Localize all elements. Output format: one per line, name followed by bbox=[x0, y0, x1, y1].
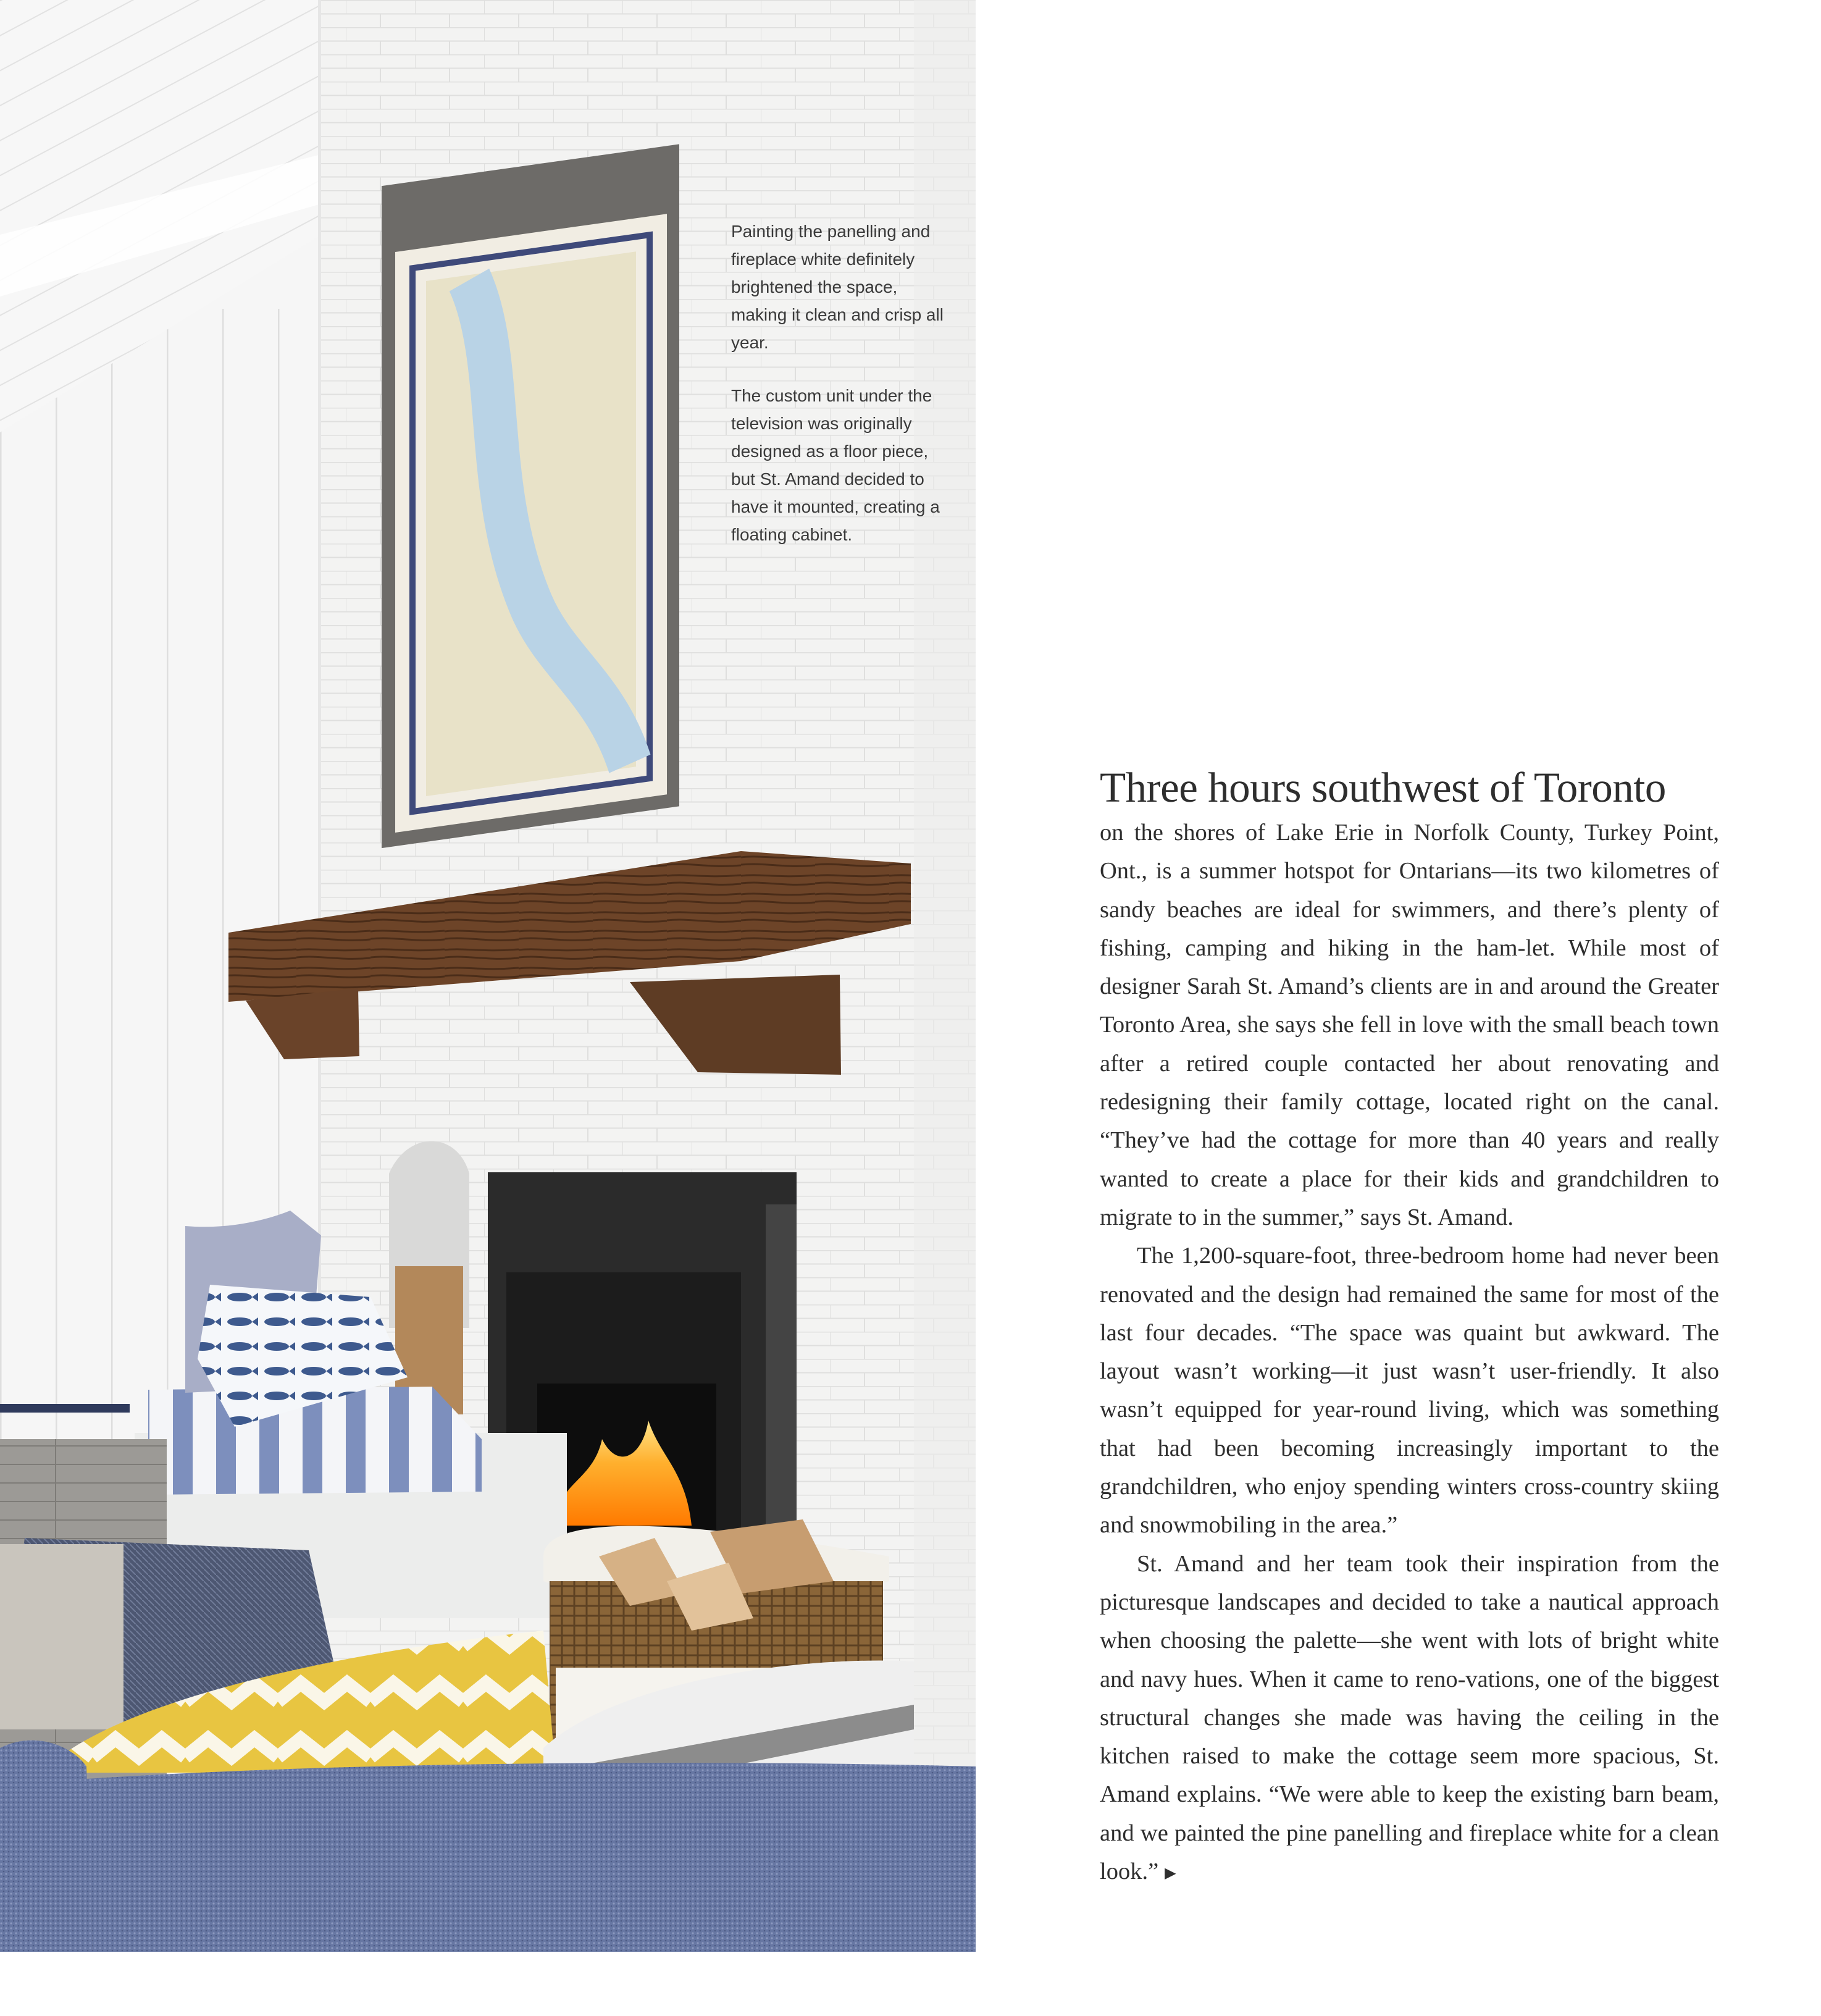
article-paragraph-3-text: St. Amand and her team took their inspiration from the picturesque landscapes and decided to take a nautical approach when choosing the palette—she went with lots of bright white and navy hues. When it came to reno-vations, one of the biggest structural changes she made was having the ceiling in the kitchen raised to make the cottage seem more spacious, St. Amand explains. “We were able to keep the existing barn beam, and we painted the pine panelling and fireplace white for a clean look.” bbox=[1100, 1550, 1719, 1885]
end-of-story-triangle-icon: ▶ bbox=[1165, 1865, 1176, 1882]
article-paragraph-3 bbox=[1100, 1545, 1719, 1893]
article-headline: Three hours southwest of Toronto bbox=[1100, 764, 1666, 811]
photo-caption-paint: Painting the panelling and fireplace white definitely brightened the space, making it clean and crisp all year. bbox=[731, 222, 944, 352]
article bbox=[1100, 762, 1719, 1892]
article-paragraph-1: on the shores of Lake Erie in Norfolk County, Turkey Point, Ont., is a summer hotspot for Ontarians—its two kilometres of sandy beaches are ideal for swimmers, and there’s plenty of fishing, camping and hiking in the ham-let. While most of designer Sarah St. Amand’s clients are in and around the Greater Toronto Area, she says she fell in love with the small beach town after a retired couple contacted her about renovating and redesigning their family cottage, located right on the canal. “They’ve had the cottage for more than 40 years and really wanted to create a place for their kids and grandchildren to migrate to in the summer,” says St. Amand. bbox=[1100, 820, 1719, 1230]
article-paragraph-2: The 1,200-square-foot, three-bedroom home had never been renovated and the design had remained the same for most of the last four decades. “The space was quaint but awkward. The layout wasn’t working—it just wasn’t user-friendly. It also wasn’t equipped for year-round living, which was something that had been becoming increasingly important to the grandchildren, who enjoy spending winters cross-country skiing and snowmobiling in the area.” bbox=[1100, 1243, 1719, 1539]
article-body bbox=[1100, 813, 1719, 1892]
photo-caption-cabinet: The custom unit under the television was originally designed as a floor piece, but St. Amand decided to have it mounted, creating a floating cabinet. bbox=[731, 386, 940, 544]
